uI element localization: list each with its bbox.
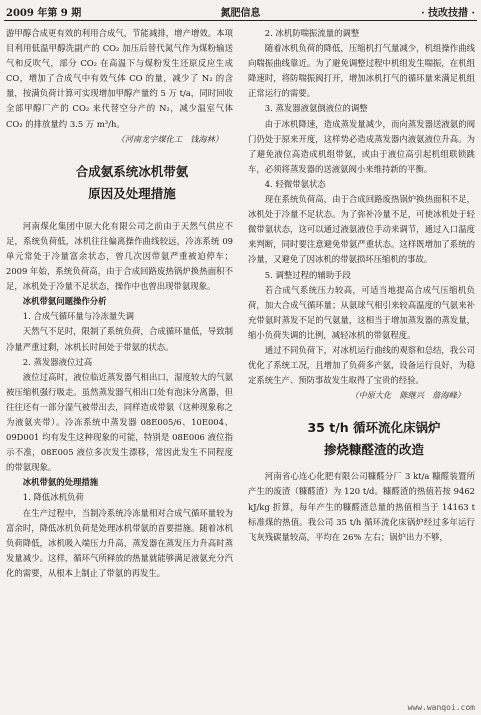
paragraph: 在生产过程中，当制冷系统冷冻量相对合成气循环量较为富余时，降低冰机负荷是处理冰机带氨的首要措施。随着冰机负荷降低，冰机吸入端压力升高，蒸发器在蒸发压力升高时蒸发量减少。这样，循环气所释放的热量就能够满足液氨充分汽化的需要，从根本上制止了带氨的再发生。 xyxy=(6,507,233,578)
paragraph: 天然气不足时，限制了系统负荷，合成循环量低，导致制冷量严重过剩，冰机长时间处于带氨的状态。 xyxy=(6,326,233,352)
watermark: www.wanqoi.com xyxy=(407,703,475,712)
paragraph: 游甲醇合成更有效的利用合成气，节能减排，增产增效。本项目利用低温甲醇洗副产的 CO₂ 加压后替代氮气作为煤粉输送气和反吹气，部分 CO₂ 在高温下与煤粉发生还原反应生成 CO，增加了合成气中有效气体 CO 的量，减少了 N₂ 的含量，按满负荷计算可实现增加甲醇产量约 5 万 t/a，同时回收全部甲醇厂产的 CO₂ 来代替空分产的 N₂，减少温室气体 CO₂ 的排放量约 3.5 万 m³/h。 xyxy=(6,28,233,129)
article-title: 掺烧糠醛渣的改造 xyxy=(323,442,424,458)
issue-label: 2009 年第 9 期 xyxy=(6,8,82,19)
article-title: 35 t/h 循环流化床锅炉 xyxy=(307,420,441,436)
paragraph: 现在系统负荷高，由于合成回路废热锅炉换热面积不足，冰机处于冷量不足状态。为了弥补冷量不足，可使冰机处于轻微带氨状态，这可以通过液氨液位手动来调节，通过入口温度来判断，同时要注意避免带氨严重状态。这样既增加了系统的冷量，又避免了因冰机的带氨损坏压缩机的事故。 xyxy=(248,194,475,265)
section-heading: 冰机带氨问题操作分析 xyxy=(22,296,107,307)
subsection-heading: 1. 合成气循环量与冷冻量失调 xyxy=(22,311,134,322)
paragraph: 随着冰机负荷的降低，压缩机打气量减少，机组操作曲线向喘振曲线靠近。为了避免调整过程中机组发生喘振，在机组降速时，将防喘振阀打开，增加冰机打气的循环量来满足机组正常运行的需要。 xyxy=(248,43,475,99)
paragraph: 由于冰机降速，造成蒸发量减少，而向蒸发器送液氨的阀门仍处于原来开度，这样势必造成蒸发器内液氨液位升高。为了避免液位高造成机组带氨，或由于液位高引起机组联锁跳车，必须将蒸发器的送液氨阀小来维持新的平衡。 xyxy=(248,118,475,174)
article-title: 合成氨系统冰机带氨 xyxy=(75,163,189,179)
header-rule xyxy=(4,20,477,21)
subsection-heading: 5. 调整过程的辅助手段 xyxy=(264,269,351,280)
subsection-heading: 1. 降低冰机负荷 xyxy=(22,492,84,503)
subsection-heading: 2. 冰机防喘振流量的调整 xyxy=(264,28,360,38)
page-header xyxy=(0,0,481,22)
paragraph: 河南煤化集团中原大化有限公司之前由于天然气供应不足，系统负荷低，冰机往往偏离操作曲线较远，冷冻系统 09 单元常处于冷量富余状态，曾几次因带氨严重被迫停车；2009 年始，系统负荷高，由于合成回路废热锅炉换热面积不足，冰机处于冷量不足状态，操作中也曾出现带氨现象。 xyxy=(6,220,233,292)
left-column xyxy=(6,26,233,581)
subsection-heading: 3. 蒸发器液氨倒液位的调整 xyxy=(264,103,368,114)
journal-name: 氮肥信息 xyxy=(220,8,261,19)
paragraph: 若合成气系统压力较高，可适当地提高合成气压缩机负荷，加大合成气循环量；从氨球气相引来较高温度的气氨来补充带氨时蒸发不足的气氨量，这相当于增加蒸发器的蒸发量，缩小负荷失调的比例，减轻冰机的带氨程度。 xyxy=(248,284,475,340)
author-signature: （河南龙宇煤化工 钱海林） xyxy=(116,133,223,144)
right-column xyxy=(248,26,475,545)
subsection-heading: 4. 轻微带氨状态 xyxy=(264,178,326,189)
paragraph: 通过不同负荷下，对冰机运行曲线的观察和总结，我公司优化了系统工况，且增加了负荷多产氨，设备运行良好，为稳定系统生产、预防事故发生取得了宝贵的经验。 xyxy=(248,344,475,386)
section-label: · 技改技措 · xyxy=(421,8,475,19)
subsection-heading: 2. 蒸发器液位过高 xyxy=(22,356,93,367)
paragraph: 液位过高时，液位临近蒸发器气相出口，湿度较大的气氨被压缩机强行吸走。虽然蒸发器气相出口处有泡沫分离器，但往往还有一部分湿气被带出去，同样造成带氨（这种现象称之为液氨夹带）。冷冻系统中蒸发器 08E005/6、10E004、09D001 均有发生这种现象的可能，特别是 08E006 液位指示不准，08E005 液位多次发生漂移，常因此发生不同程度的带氨现象。 xyxy=(6,371,233,473)
author-signature: （中原大化 陈继兴 詹海峰） xyxy=(350,390,465,401)
article-title: 原因及处理措施 xyxy=(88,185,176,201)
paragraph: 河南省心连心化肥有限公司糠醛分厂 3 kt/a 糠醛装置所产生的废渣（糠醛渣）为 120 t/d。糠醛渣的热值若按 9462 kJ/kg 折算，每年产生的糠醛渣总量的热值相当于 14163 t 标准煤的热值。我公司 35 t/h 循环流化床锅炉经过多年运行飞灰残碳量较高，平均在 26% 左右；锅炉出力不够， xyxy=(248,471,475,542)
section-heading: 冰机带氨的处理措施 xyxy=(22,477,99,488)
